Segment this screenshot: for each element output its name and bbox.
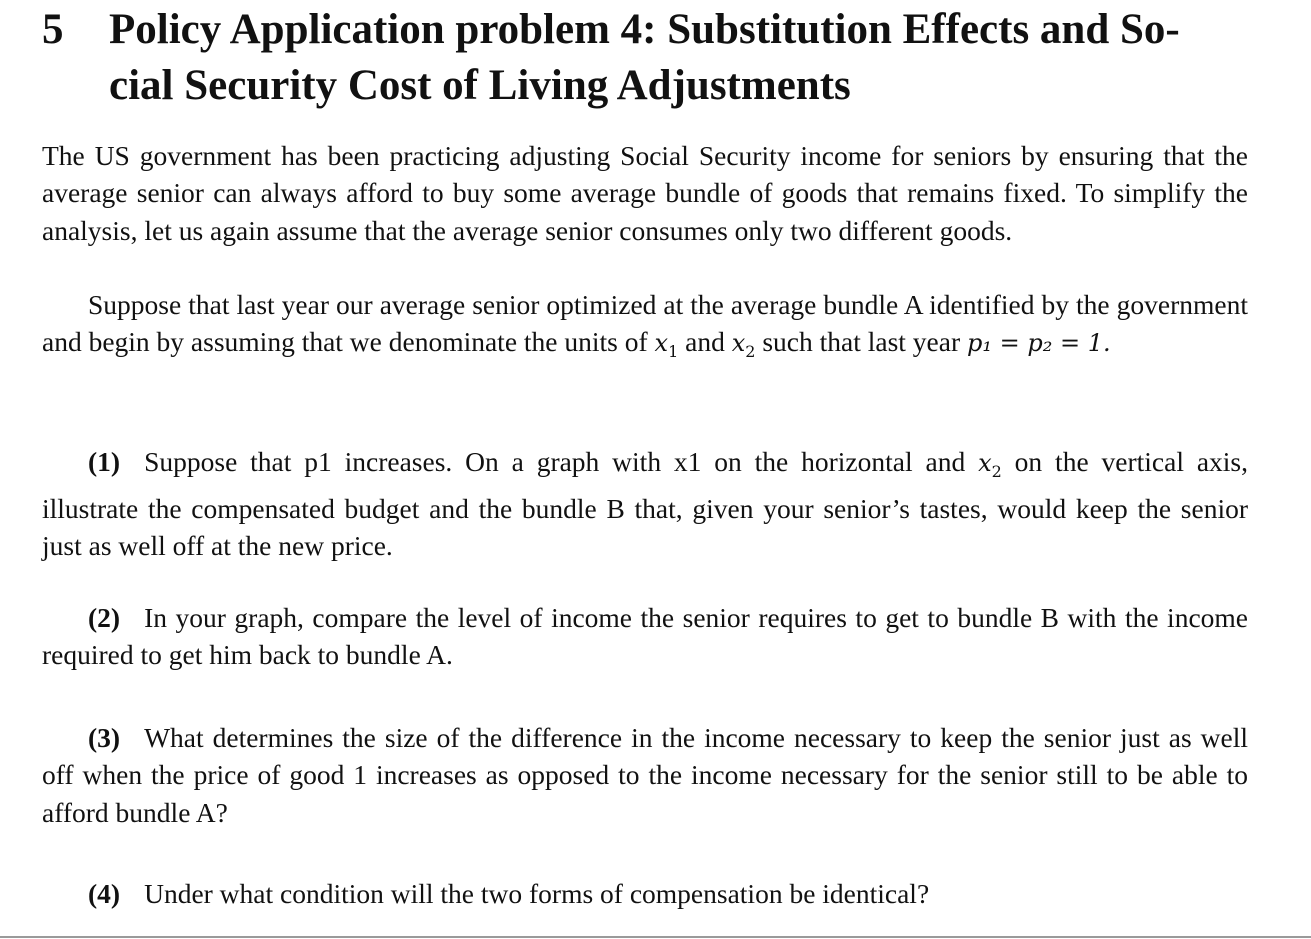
section-title-line-2: cial Security Cost of Living Adjustments	[109, 62, 851, 109]
question-1-x2-variable: $x_2$	[978, 449, 1002, 481]
intro-paragraph-2	[42, 286, 1248, 370]
price-equation: p₁ = p₂ = 1.	[967, 329, 1111, 358]
intro-paragraph-2-text-a: Suppose that last year our average senior optimized at the average bundle A identified by the government and begin by assuming that we denominate the units of	[42, 289, 1248, 358]
question-3	[42, 719, 1248, 831]
question-1-label: (1)	[88, 446, 121, 477]
section-number: 5	[42, 6, 64, 53]
question-2-label: (2)	[88, 602, 121, 633]
intro-paragraph-2-text-b: and	[678, 326, 732, 358]
question-1	[42, 443, 1248, 565]
intro-paragraph-1: The US government has been practicing adjusting Social Security income for seniors by ensuring that the average senior can always afford to buy some average bundle of goods that remains fixed. To simplify the analysis, let us again assume that the average senior consumes only two different goods.	[42, 140, 1248, 246]
question-4	[42, 875, 1248, 912]
page-bottom-divider	[0, 936, 1311, 938]
x2-variable: $x_2$	[731, 329, 756, 362]
x1-variable: $x_1$	[654, 329, 679, 362]
question-4-text: Under what condition will the two forms of compensation be identical?	[144, 878, 930, 909]
intro-paragraph-2-text-c: such that last year	[755, 326, 967, 358]
question-3-text: What determines the size of the difference in the income necessary to keep the senior just as well off when the price of good 1 increases as opposed to the income necessary for the senior still to be able to afford bundle A?	[42, 722, 1248, 828]
question-3-label: (3)	[88, 722, 121, 753]
question-4-label: (4)	[88, 878, 121, 909]
question-2-text: In your graph, compare the level of income the senior requires to get to bundle B with the income required to get him back to bundle A.	[42, 602, 1248, 671]
question-2	[42, 599, 1248, 674]
section-title	[109, 2, 1259, 114]
question-1-text-a: Suppose that p1 increases. On a graph with x1 on the horizontal and	[144, 446, 979, 477]
question-1-text-b: on the vertical axis, illustrate the compensated budget and the bundle B that, given your senior’s tastes, would keep the senior just as well off at the new price.	[42, 446, 1249, 562]
section-title-line-1: Policy Application problem 4: Substitution Effects and So-	[109, 6, 1180, 53]
